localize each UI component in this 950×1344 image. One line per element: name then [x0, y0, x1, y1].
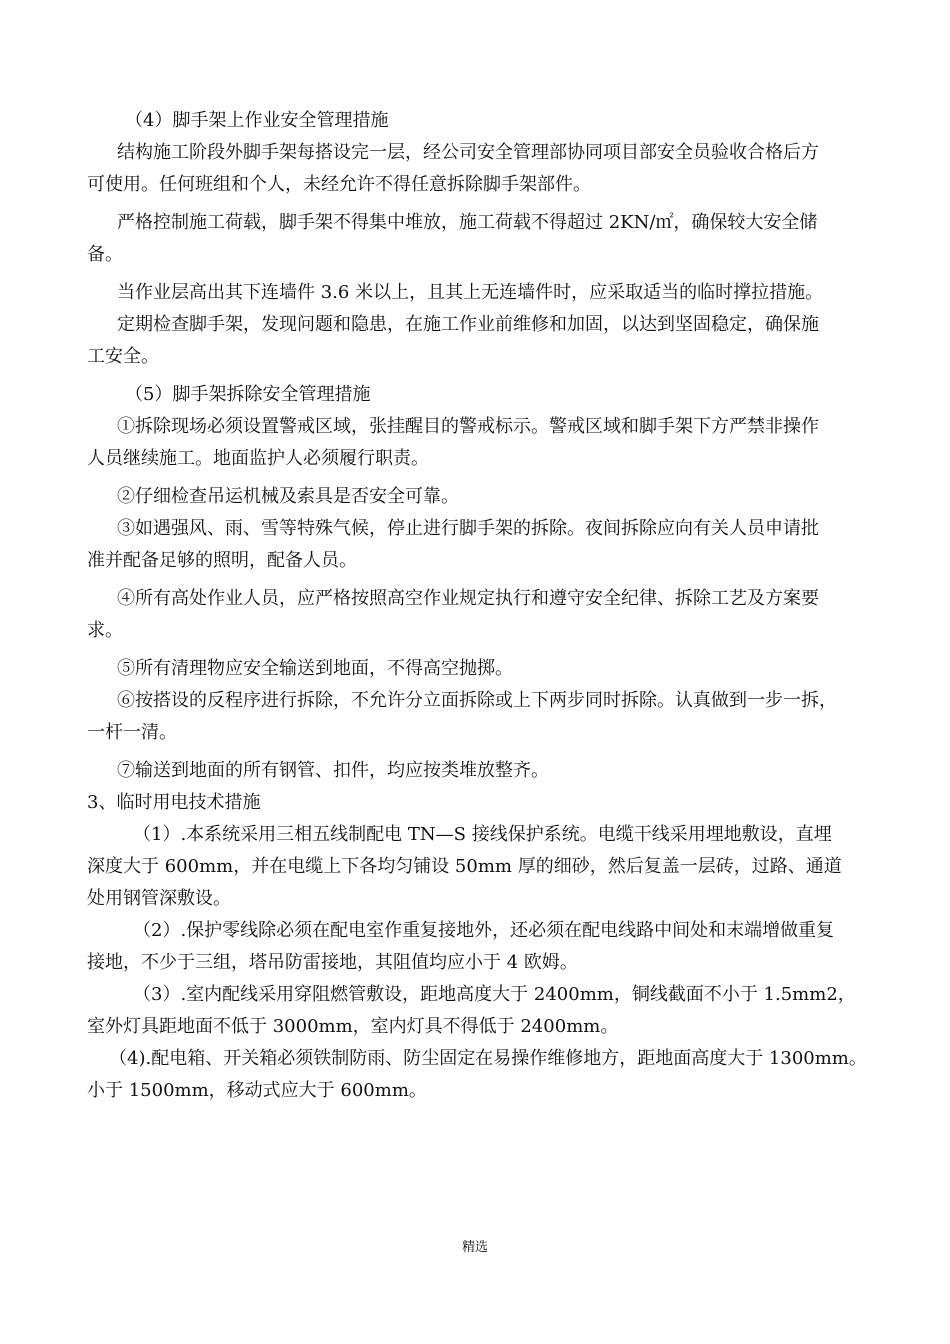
paragraph-line: 准并配备足够的照明，配备人员。 — [87, 550, 357, 571]
paragraph-line: 小于 1500mm，移动式应大于 600mm。 — [87, 1080, 427, 1101]
paragraph-line: 接地，不少于三组，塔吊防雷接地，其阻值均应小于 4 欧姆。 — [87, 952, 578, 973]
paragraph-line: 可使用。任何班组和个人，未经允许不得任意拆除脚手架部件。 — [87, 174, 591, 195]
paragraph-line: 工安全。 — [87, 346, 159, 367]
paragraph-line: ⑤所有清理物应安全输送到地面，不得高空抛掷。 — [117, 658, 513, 679]
paragraph-line: 深度大于 600mm，并在电缆上下各均匀铺设 50mm 厚的细砂，然后复盖一层砖，过路、通道 — [87, 856, 842, 877]
paragraph-line: ③如遇强风、雨、雪等特殊气候，停止进行脚手架的拆除。夜间拆除应向有关人员申请批 — [117, 518, 819, 539]
paragraph-line: （2）.保护零线除必须在配电室作重复接地外，还必须在配电线路中间处和末端增做重复 — [133, 920, 835, 941]
section-heading: 3、临时用电技术措施 — [87, 792, 261, 813]
paragraph-line: 人员继续施工。地面监护人必须履行职责。 — [87, 448, 429, 469]
page-footer: 精选 — [461, 1240, 488, 1255]
paragraph-line: （4).配电箱、开关箱必须铁制防雨、防尘固定在易操作维修地方，距地面高度大于 1300mm。 — [109, 1048, 867, 1069]
paragraph-line: （1）.本系统采用三相五线制配电 TN—S 接线保护系统。电缆干线采用埋地敷设，直埋 — [133, 824, 832, 845]
paragraph-line: 结构施工阶段外脚手架每搭设完一层，经公司安全管理部协同项目部安全员验收合格后方 — [117, 142, 819, 163]
paragraph-line: ⑦输送到地面的所有钢管、扣件，均应按类堆放整齐。 — [117, 760, 549, 781]
paragraph-line: 求。 — [87, 620, 123, 641]
section-heading: （4）脚手架上作业安全管理措施 — [125, 110, 389, 131]
paragraph-line: 一杆一清。 — [87, 722, 177, 743]
paragraph-line: ①拆除现场必须设置警戒区域，张挂醒目的警戒标示。警戒区域和脚手架下方严禁非操作 — [117, 416, 819, 437]
paragraph-line: 严格控制施工荷载，脚手架不得集中堆放，施工荷载不得超过 2KN/㎡，确保较大安全储 — [117, 212, 818, 233]
paragraph-line: 处用钢管深敷设。 — [87, 888, 231, 909]
paragraph-line: 备。 — [87, 244, 123, 265]
paragraph-line: ④所有高处作业人员，应严格按照高空作业规定执行和遵守安全纪律、拆除工艺及方案要 — [117, 588, 819, 609]
paragraph-line: ②仔细检查吊运机械及索具是否安全可靠。 — [117, 486, 459, 507]
paragraph-line: （3）.室内配线采用穿阻燃管敷设，距地高度大于 2400mm，铜线截面不小于 1.5mm2， — [133, 984, 856, 1005]
paragraph-line: ⑥按搭设的反程序进行拆除，不允许分立面拆除或上下两步同时拆除。认真做到一步一拆， — [117, 690, 837, 711]
paragraph-line: 定期检查脚手架，发现问题和隐患，在施工作业前维修和加固，以达到坚固稳定，确保施 — [117, 314, 819, 335]
document-body — [87, 105, 877, 1107]
paragraph-line: 室外灯具距地面不低于 3000mm，室内灯具不得低于 2400mm。 — [87, 1016, 619, 1037]
section-heading: （5）脚手架拆除安全管理措施 — [125, 384, 371, 405]
paragraph-line: 当作业层高出其下连墙件 3.6 米以上，且其上无连墙件时，应采取适当的临时撑拉措施。 — [117, 282, 824, 303]
